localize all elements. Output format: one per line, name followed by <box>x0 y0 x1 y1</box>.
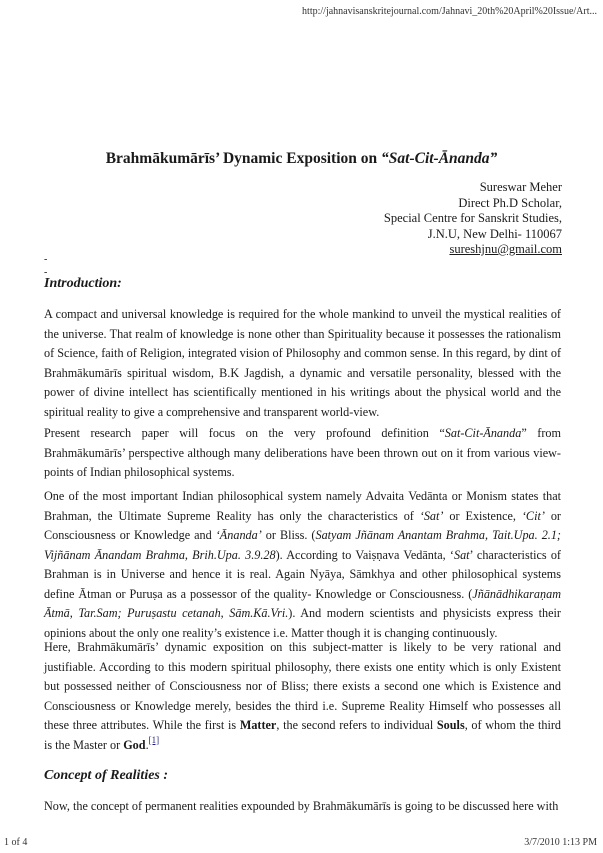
italic-citation: Jñānādhikaraṇam Ātmā, Tar.Sam; Puruṣastu cetanah, Sām.Kā.Vri. <box>44 586 561 620</box>
bold-term: Souls <box>436 718 465 732</box>
bold-term: Matter <box>239 718 277 732</box>
text-run: , of whom the third is the Master or <box>44 718 562 752</box>
italic-term: Sat-Cit-Ānanda <box>444 426 522 440</box>
author-position: Direct Ph.D Scholar, <box>458 195 562 210</box>
italic-term: ‘Ānanda’ <box>215 528 262 542</box>
article-title-text: Brahmākumārīs’ Dynamic Exposition on <box>105 150 382 167</box>
author-name: Sureswar Meher <box>479 180 562 194</box>
article-title <box>0 150 603 168</box>
paragraph-3 <box>44 487 561 643</box>
text-run: One of the most important Indian philosophical system namely Advaita Vedānta or Monism states that Brahman, the Ultimate Supreme Reality has only the characteristics of <box>44 489 561 523</box>
tick-mark: - <box>44 254 48 265</box>
section-heading-introduction: Introduction: <box>44 276 122 291</box>
text-run: ’ characteristics of Brahman is in Universe and hence it is real. Again Nyāya, Sāmkhya and other philosophical systems define Ātman or Puruṣa as a possessor of the quality- Knowledge or Consciousness. ( <box>44 547 561 601</box>
paragraph-1: A compact and universal knowledge is required for the whole mankind to unveil the mystical realities of the universe. That realm of knowledge is none other than Spirituality because it possesses the rationalism of Science, faith of Religion, integrated vision of Philosophy and common sense. In this regard, by dint of Brahmākumārīs spiritual wisdom, B.K Jagdish, a dynamic and versatile personality, blessed with the power of divine intellect has scientifically mentioned in his writings about the physical world and the spiritual reality to give a comprehensive and transparent world-view. <box>44 307 561 419</box>
article-title-italic: “Sat-Cit-Ānanda” <box>381 150 498 167</box>
text-run: or Existence, <box>443 508 522 523</box>
italic-term: ‘Cit’ <box>521 508 545 523</box>
text-run: . <box>145 737 149 752</box>
italic-citation: Satyam Jñānam Anantam Brahma, Tait.Upa. 2.1; Vijñānam Ānandam Brahma, Brih.Upa. 3.9.28 <box>44 528 561 562</box>
page-url: http://jahnavisanskritejournal.com/Jahnavi_20th%20April%20Issue/Art... <box>302 6 597 17</box>
text-run: ). According to Vaiṣṇava Vedānta, ‘ <box>275 547 454 562</box>
footnote-link[interactable]: [1] <box>148 734 160 745</box>
italic-term: Sat <box>453 547 470 562</box>
text-run: ). And modern scientists and physicists express their opinions about the only one reality’s existence i.e. Matter though it is changing continuously. <box>44 606 561 640</box>
text-run: ” from Brahmākumārīs’ perspective although many deliberations have been thrown out on it from various view-points of Indian philosophical systems. <box>44 426 561 479</box>
section-heading-concept: Concept of Realities : <box>44 768 169 783</box>
author-centre: Special Centre for Sanskrit Studies, <box>383 211 562 225</box>
text-run: or Bliss. ( <box>261 528 316 542</box>
text-run: or Consciousness or Knowledge and <box>44 508 561 542</box>
text-run: , the second refers to individual <box>276 718 437 732</box>
paragraph-2 <box>44 424 561 483</box>
text-run: Present research paper will focus on the very profound definition “ <box>44 426 445 440</box>
print-datetime: 3/7/2010 1:13 PM <box>524 837 597 848</box>
bold-term: God <box>123 737 146 752</box>
author-email-link[interactable]: sureshjnu@gmail.com <box>449 242 562 256</box>
author-university: J.N.U, New Delhi- 110067 <box>427 226 562 241</box>
paragraph-5: Now, the concept of permanent realities expounded by Brahmākumārīs is going to be discussed here with <box>44 799 559 813</box>
page-counter: 1 of 4 <box>4 837 28 848</box>
text-run: Here, Brahmākumārīs’ dynamic exposition on this subject-matter is likely to be very rational and justifiable. According to this modern spiritual philosophy, there exists one entity which is only Existent but possessed neither of Consciousness nor of Bliss; there exists a second one which is Existence and Consciousness or Knowledge merely, besides the third i.e. Supreme Reality Himself who possesses all these three attributes. While the first is <box>44 640 561 732</box>
italic-term: ‘Sat’ <box>419 508 444 523</box>
author-block <box>384 180 562 258</box>
paragraph-4 <box>44 638 561 755</box>
tick-mark: - <box>44 267 48 278</box>
